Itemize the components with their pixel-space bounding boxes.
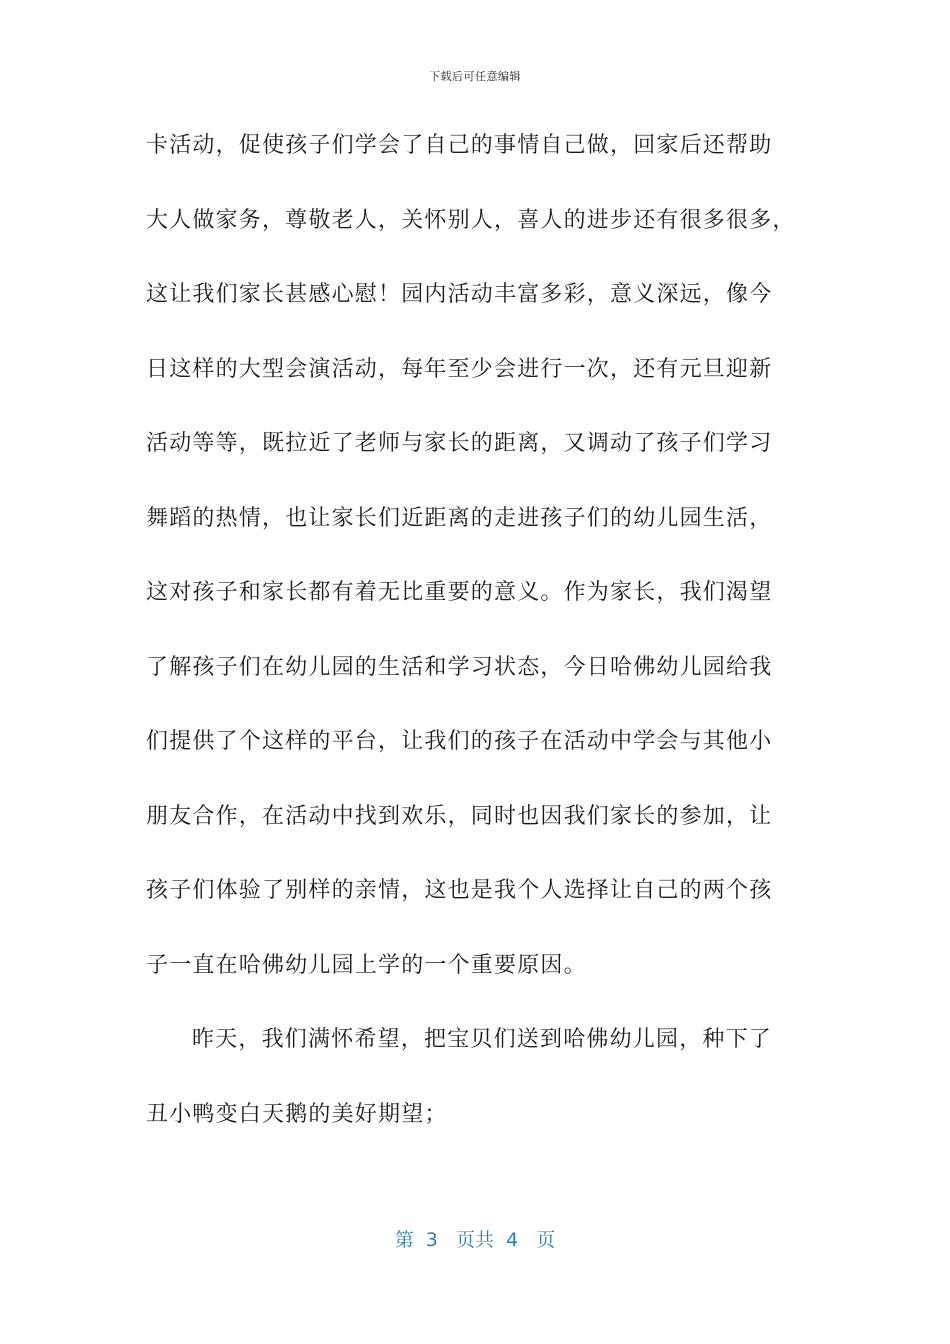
paragraph-start-line: 昨天，我们满怀希望，把宝贝们送到哈佛幼儿园，种下了 (192, 1027, 773, 1052)
text-line: 丑小鸭变白天鹅的美好期望； (146, 1101, 448, 1127)
body-text (146, 126, 806, 1169)
text-line: 朋友合作，在活动中找到欢乐，同时也因我们家长的参加，让 (146, 803, 773, 829)
page-header: 下载后可任意编辑 (429, 70, 521, 83)
text-line: 大人做家务，尊敬老人，关怀别人，喜人的进步还有很多很多， (146, 207, 796, 233)
text-line: 活动等等，既拉近了老师与家长的距离，又调动了孩子们学习 (146, 431, 773, 456)
text-line: 日这样的大型会演活动，每年至少会进行一次，还有元旦迎新 (146, 356, 773, 382)
text-line: 这对孩子和家长都有着无比重要的意义。作为家长，我们渴望 (146, 580, 773, 605)
text-line: 孩子们体验了别样的亲情，这也是我个人选择让自己的两个孩 (146, 878, 773, 903)
text-line: 子一直在哈佛幼儿园上学的一个重要原因。 (146, 952, 587, 978)
text-line: 卡活动，促使孩子们学会了自己的事情自己做，回家后还帮助 (146, 133, 773, 158)
text-line: 这让我们家长甚感心慰！园内活动丰富多彩，意义深远，像今 (146, 282, 773, 307)
text-line: 舞蹈的热情，也让家长们近距离的走进孩子们的幼儿园生活， (146, 505, 773, 531)
page-number-footer: 第 3 页共 4 页 (394, 1229, 556, 1251)
text-line: 了解孩子们在幼儿园的生活和学习状态，今日哈佛幼儿园给我 (146, 654, 773, 680)
text-line: 们提供了个这样的平台，让我们的孩子在活动中学会与其他小 (146, 729, 773, 754)
